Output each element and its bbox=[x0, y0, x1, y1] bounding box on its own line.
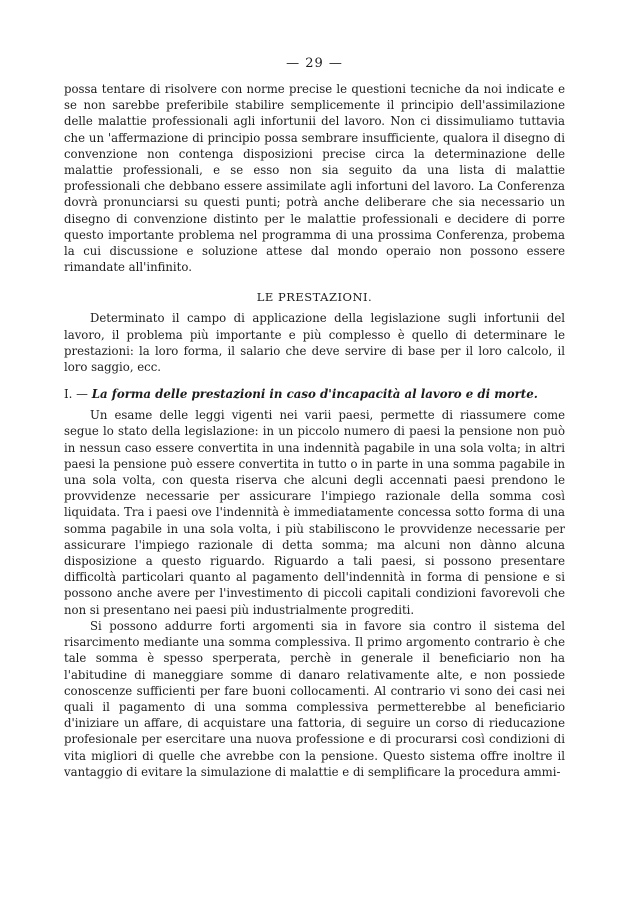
body-paragraph: Un esame delle leggi vigenti nei varii paesi, permette di riassumere come segue lo stato della legislazione: in un piccolo numero di paesi la pensione non può in nessun caso essere convertita in una indennità pagabile in una sola volta; in altri paesi la pensione può essere convertita in tutto o in parte in una somma pagabile in una sola volta, con questa riserva che alcuni degli accennati paesi prendono le provvidenze necessarie per assicurare l'impiego razionale della somma così liquidata. Tra i paesi ove l'indennità è immediatamente concessa sotto forma di una somma pagabile in una sola volta, i più stabiliscono le provvidenze necessarie per assicurare l'impiego razionale di detta somma; ma alcuni non dànno alcuna disposizione a questo riguardo. Riguardo a tali paesi, si possono presentare difficoltà particolari quanto al pagamento dell'indennità in forma di pensione e si possono anche avere per l'investimento di piccoli capitali condizioni favorevoli che non si presentano nei paesi più industrialmente progrediti. bbox=[64, 408, 565, 617]
section-title: LE PRESTAZIONI. bbox=[256, 290, 373, 305]
section-intro-paragraph: Determinato il campo di applicazione della legislazione sugli infortunii del lavoro, il problema più importante e più complesso è quello di determinare le prestazioni: la loro forma, il salario che deve servire di base per il loro calcolo, il loro saggio, ecc. bbox=[64, 311, 565, 375]
subsection-title: La forma delle prestazioni in caso d'incapacità al lavoro e di morte. bbox=[91, 387, 538, 402]
subsection-heading bbox=[64, 387, 565, 401]
subsection-number: I. — bbox=[64, 387, 88, 402]
page-number: — 29 — bbox=[286, 56, 343, 71]
paragraph-continuation: possa tentare di risolvere con norme precise le questioni tecniche da noi indicate e se non sarebbe preferibile stabilire semplicemente il principio dell'assimilazione delle malattie professionali agli infortunii del lavoro. Non ci dissimuliamo tuttavia che un 'affermazione di principio possa sembrare insufficiente, qualora il disegno di convenzione non contenga disposizioni precise circa la determinazione delle malattie professionali, e se esso non sia seguito da una lista di malattie professionali che debbano essere assimilate agli infortuni del lavoro. La Conferenza dovrà pronunciarsi su questi punti; potrà anche deliberare che sia necessario un disegno di convenzione distinto per le malattie professionali e decidere di porre questo importante problema nel programma di una prossima Conferenza, probema la cui discussione e soluzione attese dal mondo operaio non possono essere rimandate all'infinito. bbox=[64, 82, 565, 275]
body-paragraph: Si possono addurre forti argomenti sia in favore sia contro il sistema del risarcimento mediante una somma complessiva. Il primo argomento contrario è che tale somma è spesso sperperata, perchè in generale il beneficiario non ha l'abitudine di maneggiare somme di danaro relativamente alte, e non possiede conoscenze sufficienti per fare buoni collocamenti. Al contrario vi sono dei casi nei quali il pagamento di una somma complessiva permetterebbe al beneficiario d'iniziare un affare, di acquistare una fattoria, di seguire un corso di rieducazione profesionale per esercitare una nuova professione e di procurarsi così condizioni di vita migliori di quelle che avrebbe con la pensione. Questo sistema offre inoltre il vantaggio di evitare la simulazione di malattie e di semplificare la procedura ammi- bbox=[64, 618, 565, 779]
